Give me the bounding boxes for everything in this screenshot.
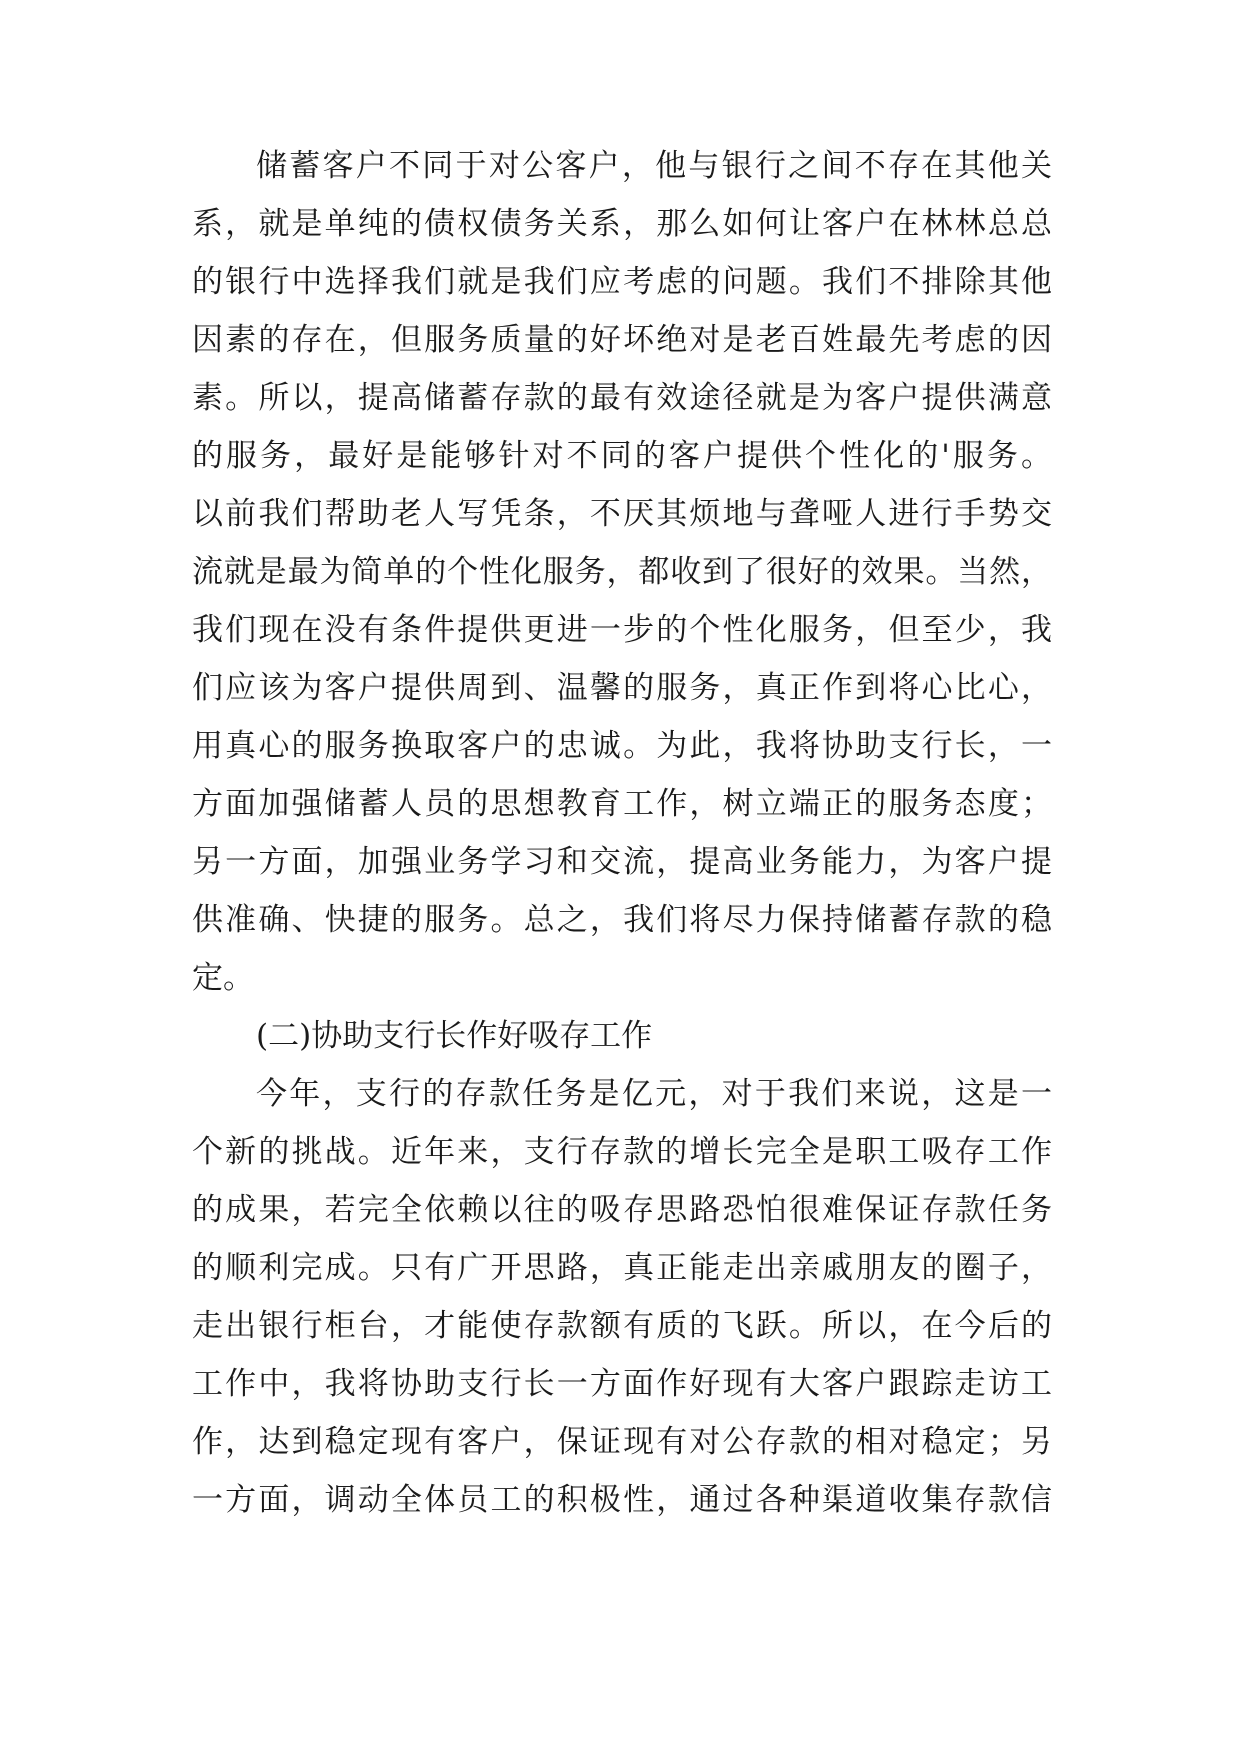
paragraph-1-line-7: 以前我们帮助老人写凭条，不厌其烦地与聋哑人进行手势交: [192, 496, 1052, 532]
paragraph-1-line-15: 定。: [192, 960, 254, 996]
paragraph-2-line-8: 一方面，调动全体员工的积极性，通过各种渠道收集存款信: [192, 1482, 1052, 1518]
section-heading: (二)协助支行长作好吸存工作: [256, 1018, 653, 1054]
paragraph-1-line-8: 流就是最为简单的个性化服务，都收到了很好的效果。当然，: [192, 554, 1052, 590]
paragraph-1-line-11: 用真心的服务换取客户的忠诚。为此，我将协助支行长，一: [192, 728, 1052, 764]
paragraph-2-line-5: 走出银行柜台，才能使存款额有质的飞跃。所以，在今后的: [192, 1308, 1052, 1344]
paragraph-2-line-7: 作，达到稳定现有客户，保证现有对公存款的相对稳定；另: [192, 1424, 1052, 1460]
paragraph-1-line-14: 供准确、快捷的服务。总之，我们将尽力保持储蓄存款的稳: [192, 902, 1052, 938]
paragraph-1-line-2: 系，就是单纯的债权债务关系，那么如何让客户在林林总总: [192, 206, 1052, 242]
paragraph-2-line-3: 的成果，若完全依赖以往的吸存思路恐怕很难保证存款任务: [192, 1192, 1052, 1228]
paragraph-1-line-13: 另一方面，加强业务学习和交流，提高业务能力，为客户提: [192, 844, 1052, 880]
paragraph-1-line-1: 储蓄客户不同于对公客户，他与银行之间不存在其他关: [256, 148, 1052, 184]
paragraph-2-line-1: 今年，支行的存款任务是亿元，对于我们来说，这是一: [256, 1076, 1052, 1112]
paragraph-1-line-3: 的银行中选择我们就是我们应考虑的问题。我们不排除其他: [192, 264, 1052, 300]
paragraph-2-line-6: 工作中，我将协助支行长一方面作好现有大客户跟踪走访工: [192, 1366, 1052, 1402]
paragraph-2-line-4: 的顺利完成。只有广开思路，真正能走出亲戚朋友的圈子，: [192, 1250, 1052, 1286]
paragraph-1-line-4: 因素的存在，但服务质量的好坏绝对是老百姓最先考虑的因: [192, 322, 1052, 358]
paragraph-1-line-10: 们应该为客户提供周到、温馨的服务，真正作到将心比心，: [192, 670, 1052, 706]
paragraph-1-line-6: 的服务，最好是能够针对不同的客户提供个性化的'服务。: [192, 438, 1052, 474]
paragraph-1-line-5: 素。所以，提高储蓄存款的最有效途径就是为客户提供满意: [192, 380, 1052, 416]
paragraph-1-line-12: 方面加强储蓄人员的思想教育工作，树立端正的服务态度；: [192, 786, 1052, 822]
paragraph-2-line-2: 个新的挑战。近年来，支行存款的增长完全是职工吸存工作: [192, 1134, 1052, 1170]
paragraph-1-line-9: 我们现在没有条件提供更进一步的个性化服务，但至少，我: [192, 612, 1052, 648]
